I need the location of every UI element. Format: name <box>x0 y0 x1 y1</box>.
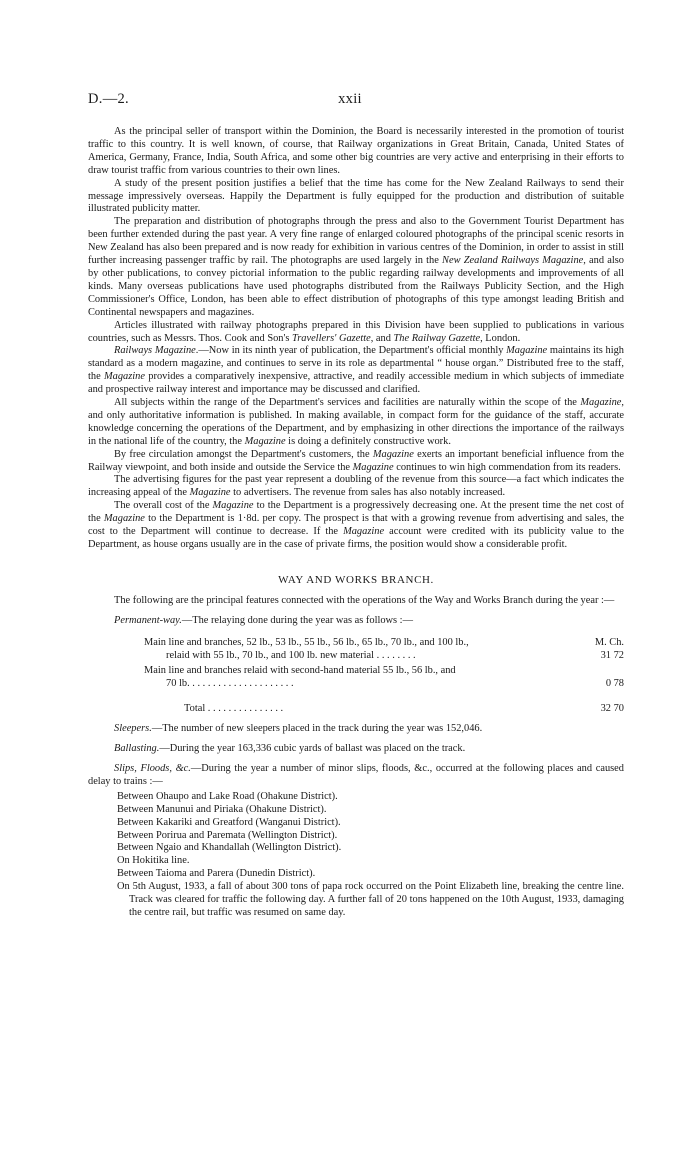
list-item: Between Taioma and Parera (Dunedin District). <box>117 868 316 880</box>
publication-title: Magazine <box>244 435 286 447</box>
row-value: 0 78 <box>605 678 624 690</box>
section-heading: WAY AND WORKS BRANCH. <box>278 573 434 586</box>
paragraph: A study of the present position justifies a belief that the time has come for the New Zealand Railways to send their message impressively overseas. Happily the Department is fully equipped for the production and distribution of suitable illustrated publicity matter. <box>88 177 624 215</box>
paragraph: The preparation and distribution of photographs through the press and also to the Government Tourist Department has been further extended during the past year. A very fine range of enlarged coloured photographs of the principal scenic resorts in New Zealand has also been prepared and is now ready for exhibition in various centres of the Dominion, in order to assist in still further increasing passenger traffic by rail. The photographs are used largely in the New Zealand Railways Magazine, and also by other publications, to convey pictorial information to the public regarding railway developments and improvements of all kinds. Many overseas publications have used photographs distributed from the Railways Publicity Section, and the High Commissioner's Office, London, has been able to effect distribution of photographs of this type amongst leading British and Continental newspapers and magazines. <box>88 216 624 318</box>
table-row <box>144 637 624 663</box>
row-description <box>144 665 580 691</box>
list-item: On Hokitika line. <box>117 855 190 867</box>
row-line: 70 lb. . . . . . . . . . . . . . . . . . . . . <box>166 678 294 690</box>
body-text <box>88 126 624 920</box>
list-item: Between Ohaupo and Lake Road (Ohakune District). <box>117 790 338 802</box>
publication-title: Magazine <box>343 526 385 538</box>
row-description <box>144 637 580 663</box>
publication-title: Magazine <box>352 461 394 473</box>
publication-title: Magazine <box>104 371 145 383</box>
slips-paragraph: Slips, Floods, &c.—During the year a number of minor slips, floods, &c., occurred at the following places and caused delay to trains :— <box>88 762 624 787</box>
row-line: relaid with 55 lb., 70 lb., and 100 lb. new material . . . . . . . . <box>166 649 416 661</box>
dot-leaders: . . . . . . . . <box>374 649 416 661</box>
ballasting-paragraph: Ballasting.—During the year 163,336 cubic yards of ballast was placed on the track. <box>114 743 466 755</box>
places-list <box>117 791 624 920</box>
publication-title: Magazine <box>103 513 145 525</box>
table-row <box>144 665 624 691</box>
paragraph: As the principal seller of transport within the Dominion, the Board is necessarily interested in the promotion of tourist traffic to this country. It is well known, of course, that Railway organizations in Great Britain, Canada, United States of America, Germany, France, India, South Africa, and some other big countries are very active and enterprising in their efforts to draw tourist traffic from various countries to their own lines. <box>88 126 624 176</box>
row-line: Main line and branches relaid with second-hand material 55 lb., 56 lb., and <box>144 665 456 677</box>
paragraph: The advertising figures for the past year represent a doubling of the revenue from this source—a fact which indicates the increasing appeal of the Magazine to advertisers. The revenue from sales has also notably increased. <box>88 474 624 499</box>
total-description <box>144 703 580 716</box>
publication-title: New Zealand Railways Magazine <box>442 255 584 267</box>
slips-label: Slips, Floods, &c. <box>114 762 191 774</box>
permanent-way-paragraph <box>88 615 624 628</box>
publication-title: Magazine <box>212 500 254 512</box>
list-item: On 5th August, 1933, a fall of about 300 tons of papa rock occurred on the Point Elizabeth line, breaking the centre line. Track was cleared for traffic the following day. A further fall of 20 tons happened on the 10th August, 1933, damaging the centre rail, but traffic was resumed on same day. <box>117 881 624 918</box>
permanent-way-label: Permanent-way. <box>114 614 182 626</box>
row-value: M. Ch. 31 72 <box>594 636 624 661</box>
publication-title: The Railway Gazette <box>393 332 481 344</box>
total-value: 32 70 <box>600 703 624 715</box>
page-number: xxii <box>338 91 362 107</box>
dot-leaders: . . . . . . . . . . . . . . . . . . . . <box>189 678 294 690</box>
list-item: Between Kakariki and Greatford (Wanganui District). <box>117 816 341 828</box>
total-row <box>144 703 624 716</box>
list-item: Between Porirua and Paremata (Wellington District). <box>117 829 338 841</box>
paragraph: By free circulation amongst the Department's customers, the Magazine exerts an important beneficial influence from the Railway viewpoint, and both inside and outside the Service the Magazine continues to win high commendation from its readers. <box>88 448 624 473</box>
publication-title: Railways Magazine <box>114 345 196 357</box>
ballasting-label: Ballasting. <box>114 743 160 755</box>
publication-title: Magazine <box>372 448 414 460</box>
dot-leaders: . . . . . . . . . . . . . . . <box>205 703 284 715</box>
paragraph: The overall cost of the Magazine to the Department is a progressively decreasing one. At the present time the net cost of the Magazine to the Department is 1·8d. per copy. The prospect is that with a growing revenue from advertising and sales, the cost to the Department will continue to decrease. If the Magazine account were credited with its publicity value to the Department, as house organs usually are in the case of private firms, the position would show a considerable profit. <box>88 500 624 550</box>
units-label: M. Ch. <box>594 636 624 648</box>
paragraph: Articles illustrated with railway photographs prepared in this Division have been supplied to publications in various countries, such as Messrs. Thos. Cook and Son's Travellers' Gazette, and The Railway Gazette, London. <box>88 319 624 344</box>
paragraph: Railways Magazine.—Now in its ninth year of publication, the Department's official monthly Magazine maintains its high standard as a modern magazine, and continues to serve in its role as departmental “ house organ.” Distributed free to the staff, the Magazine provides a comparatively inexpensive, attractive, and readily accessible medium in which subjects of immediate and prospective railway interest and importance may be discussed and clarified. <box>88 345 624 396</box>
sleepers-label: Sleepers. <box>114 723 152 735</box>
total-label: Total <box>184 703 206 715</box>
publication-title: Magazine <box>189 487 231 499</box>
row-line: Main line and branches, 52 lb., 53 lb., 55 lb., 56 lb., 65 lb., 70 lb., and 100 lb., <box>144 636 469 648</box>
sleepers-paragraph: Sleepers.—The number of new sleepers placed in the track during the year was 152,046. <box>114 723 483 735</box>
list-item: Between Manunui and Piriaka (Ohakune District). <box>117 803 327 815</box>
page-reference: D.—2. <box>88 91 129 107</box>
permanent-way-text: —The relaying done during the year was as follows :— <box>181 614 413 626</box>
list-item: Between Ngaio and Khandallah (Wellington District). <box>117 842 342 854</box>
publication-title: Magazine <box>506 345 548 357</box>
publication-title: Magazine <box>580 397 622 409</box>
section-intro: The following are the principal features connected with the operations of the Way and Works Branch during the year :— <box>114 594 615 606</box>
publication-title: Travellers' Gazette <box>292 332 371 344</box>
relaying-table <box>144 637 624 717</box>
paragraph: All subjects within the range of the Department's services and facilities are naturally within the scope of the Magazine, and only authoritative information is published. In making available, in compact form for the guidance of the staff, accurate knowledge concerning the operations of the Department, and by emphasizing in other directions the importance of the railways in the national life of the country, the Magazine is doing a definitely constructive work. <box>88 397 624 447</box>
